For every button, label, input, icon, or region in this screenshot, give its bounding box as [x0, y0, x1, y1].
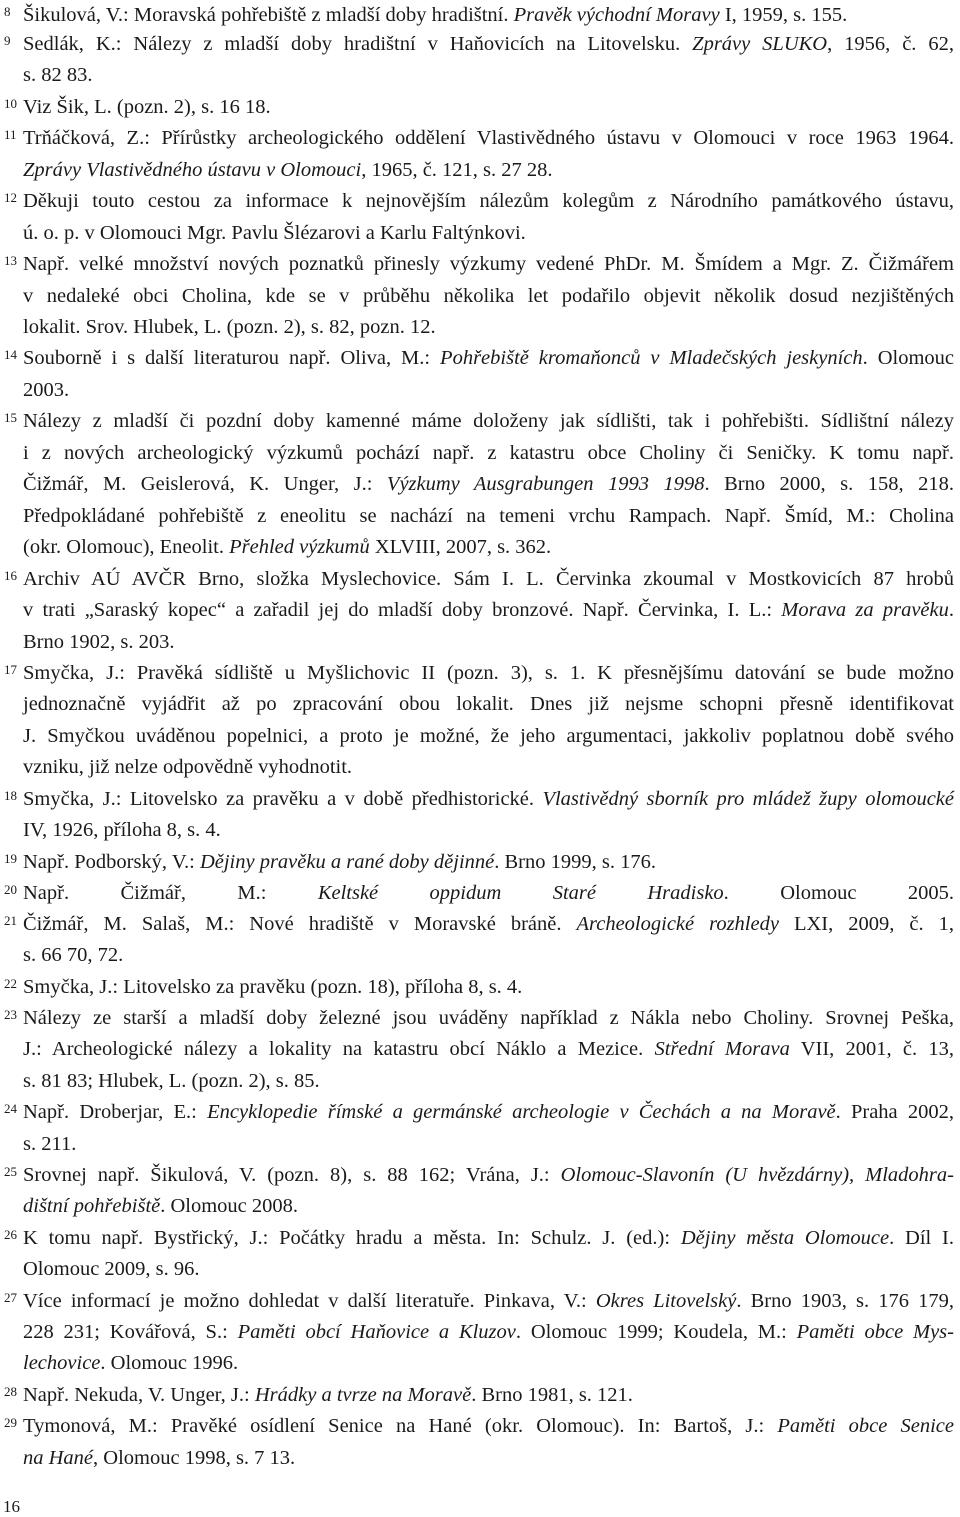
italic-title: Pohřebiště kromaňonců v Mladečských jeskyních — [440, 347, 863, 369]
italic-title: Archeologické rozhledy — [576, 913, 779, 935]
footnote-number: 27 — [4, 1290, 17, 1305]
footnote-number: 8 — [4, 4, 11, 19]
footnote-number: 21 — [4, 913, 17, 928]
footnote-line: na Hané, Olomouc 1998, s. 7 13. — [23, 1447, 296, 1469]
page-number: 16 — [3, 1497, 20, 1516]
footnote-line: Olomouc 2009, s. 96. — [23, 1258, 200, 1280]
footnote-number: 11 — [4, 127, 17, 142]
footnote-line: Děkuji touto cestou za informace k nejnovějším nálezům kolegům z Národního památkového ústavu, — [23, 190, 954, 212]
italic-title: Okres Litovelský — [595, 1290, 737, 1312]
footnote-number: 15 — [4, 410, 17, 425]
italic-title: Paměti obcí Haňovice a Kluzov — [237, 1321, 516, 1343]
italic-title: Výzkumy Ausgrabungen 1993 1998 — [386, 473, 705, 495]
footnote-line: Nálezy ze starší a mladší doby železné jsou uváděny například z Nákla nebo Choliny. Srovnej Peška, — [23, 1007, 954, 1029]
footnote-line: s. 82 83. — [23, 64, 93, 86]
footnote-line: Čižmář, M. Geislerová, K. Unger, J.: Výzkumy Ausgrabungen 1993 1998. Brno 2000, s. 158, 218. — [23, 473, 954, 495]
italic-title: Encyklopedie římské a germánské archeologie v Čechách a na Moravě — [207, 1101, 836, 1123]
footnote-line: J. Smyčkou uváděnou popelnici, a proto je možné, že jeho argumentaci, jakkoliv poplatnou době svého — [23, 725, 954, 747]
italic-title: Dějiny pravěku a rané doby dějinné — [199, 851, 495, 873]
footnote-line: s. 211. — [23, 1133, 77, 1155]
footnote-line: ú. o. p. v Olomouci Mgr. Pavlu Šlézarovi a Karlu Faltýnkovi. — [23, 222, 526, 244]
footnote-number: 19 — [4, 851, 17, 866]
italic-title: Olomouc-Slavonín (U hvězdárny), Mladohra- — [560, 1164, 954, 1186]
footnote-line: Souborně i s další literaturou např. Oliva, M.: Pohřebiště kromaňonců v Mladečských jeskyních. Olomouc — [23, 347, 955, 369]
footnote-number: 24 — [4, 1101, 17, 1116]
italic-title: Přehled výzkumů — [229, 536, 370, 558]
footnote-line: lechovice. Olomouc 1996. — [23, 1352, 239, 1374]
footnote-line: Čižmář, M. Salaš, M.: Nové hradiště v Moravské bráně. Archeologické rozhledy LXI, 2009, č. 1, — [23, 913, 954, 935]
footnote-line: Smyčka, J.: Litovelsko za pravěku a v době předhistorické. Vlastivědný sborník pro mládež župy olomoucké — [23, 788, 954, 810]
footnote-line: Smyčka, J.: Litovelsko za pravěku (pozn. 18), příloha 8, s. 4. — [23, 976, 523, 998]
italic-title: Zprávy Vlastivědného ústavu v Olomouci — [23, 159, 362, 181]
footnote-line: Např. Nekuda, V. Unger, J.: Hrádky a tvrze na Moravě. Brno 1981, s. 121. — [23, 1384, 633, 1406]
footnote-number: 16 — [4, 568, 17, 583]
footnote-line: Brno 1902, s. 203. — [23, 631, 175, 653]
italic-title: Keltské oppidum Staré Hradisko — [317, 882, 724, 904]
italic-title: Paměti obce Senice — [777, 1415, 954, 1437]
italic-title: na Hané — [23, 1447, 94, 1469]
footnote-line: i z nových archeologický výzkumů pochází např. z katastru obce Choliny či Seničky. K tomu např. — [23, 442, 954, 464]
footnote-line: Např. Podborský, V.: Dějiny pravěku a rané doby dějinné. Brno 1999, s. 176. — [23, 851, 656, 873]
footnote-number: 28 — [4, 1384, 17, 1399]
italic-title: Vlastivědný sborník pro mládež župy olomoucké — [542, 788, 954, 810]
italic-title: Hrádky a tvrze na Moravě — [254, 1384, 472, 1406]
footnote-line: dištní pohřebiště. Olomouc 2008. — [23, 1195, 299, 1217]
footnote-number: 17 — [4, 662, 17, 677]
footnote-line: Sedlák, K.: Nálezy z mladší doby hradištní v Haňovicích na Litovelsku. Zprávy SLUKO, 1956, č. 62, — [23, 33, 954, 55]
footnote-number: 18 — [4, 788, 17, 803]
footnote-line: Šikulová, V.: Moravská pohřebiště z mladší doby hradištní. Pravěk východní Moravy I, 1959, s. 155. — [23, 4, 848, 26]
italic-title: Paměti obce Mys- — [796, 1321, 954, 1343]
footnote-line: Více informací je možno dohledat v další literatuře. Pinkava, V.: Okres Litovelský. Brno 1903, s. 176 179, — [23, 1290, 955, 1312]
footnote-number: 13 — [4, 253, 17, 268]
footnote-line: Nálezy z mladší či pozdní doby kamenné máme doloženy jak sídlišti, tak i pohřebišti. Sídlištní nálezy — [23, 410, 954, 432]
footnote-line: v trati „Saraský kopec“ a zařadil jej do mladší doby bronzové. Např. Červinka, I. L.: Morava za pravěku. — [23, 599, 954, 621]
footnote-line: Srovnej např. Šikulová, V. (pozn. 8), s. 88 162; Vrána, J.: Olomouc-Slavonín (U hvězdárny), Mladohra- — [23, 1164, 954, 1186]
footnote-line: Např. Droberjar, E.: Encyklopedie římské a germánské archeologie v Čechách a na Moravě. Praha 2002, — [23, 1101, 954, 1123]
footnote-number: 23 — [4, 1007, 17, 1022]
footnote-line: lokalit. Srov. Hlubek, L. (pozn. 2), s. 82, pozn. 12. — [23, 316, 436, 338]
footnote-number: 9 — [4, 33, 11, 48]
footnote-number: 26 — [4, 1227, 17, 1242]
footnote-line: Smyčka, J.: Pravěká sídliště u Myšlichovic II (pozn. 3), s. 1. K přesnějšímu datování se bude možno — [23, 662, 954, 684]
footnote-number: 14 — [4, 347, 17, 362]
italic-title: Pravěk východní Moravy — [513, 4, 720, 26]
footnote-number: 29 — [4, 1415, 17, 1430]
footnote-line: K tomu např. Bystřický, J.: Počátky hradu a města. In: Schulz. J. (ed.): Dějiny města Olomouce. Díl I. — [23, 1227, 954, 1249]
footnote-line: Viz Šik, L. (pozn. 2), s. 16 18. — [23, 96, 271, 118]
footnote-number: 20 — [4, 882, 17, 897]
footnote-number: 12 — [4, 190, 17, 205]
italic-title: lechovice — [23, 1352, 101, 1374]
italic-title: Střední Morava — [654, 1038, 790, 1060]
footnote-line: vzniku, již nelze odpovědně vyhodnotit. — [23, 756, 353, 778]
italic-title: Zprávy SLUKO — [692, 33, 828, 55]
footnote-line: J.: Archeologické nálezy a lokality na katastru obcí Náklo a Mezice. Střední Morava VII, 2001, č. 13, — [23, 1038, 954, 1060]
footnote-line: v nedaleké obci Cholina, kde se v průběhu několika let podařilo objevit několik dosud nezjištěných — [23, 285, 954, 307]
footnote-number: 10 — [4, 96, 17, 111]
footnote-line: IV, 1926, příloha 8, s. 4. — [23, 819, 221, 841]
footnote-line: 228 231; Kovářová, S.: Paměti obcí Haňovice a Kluzov. Olomouc 1999; Koudela, M.: Paměti obce Mys- — [23, 1321, 954, 1343]
italic-title: dištní pohřebiště — [23, 1195, 161, 1217]
footnote-number: 22 — [4, 976, 17, 991]
italic-title: Morava za pravěku — [781, 599, 949, 621]
footnote-line: Předpokládané pohřebiště z eneolitu se nachází na temeni vrchu Rampach. Např. Šmíd, M.: Cholina — [23, 505, 954, 527]
footnote-line: Archiv AÚ AVČR Brno, složka Myslechovice. Sám I. L. Červinka zkoumal v Mostkovicích 87 hrobů — [23, 568, 954, 590]
italic-title: Dějiny města Olomouce — [680, 1227, 890, 1249]
footnote-line: Zprávy Vlastivědného ústavu v Olomouci, 1965, č. 121, s. 27 28. — [23, 159, 553, 181]
footnote-line: Např. velké množství nových poznatků přinesly výzkumy vedené PhDr. M. Šmídem a Mgr. Z. Čižmářem — [23, 253, 954, 275]
footnote-number: 25 — [4, 1164, 17, 1179]
footnote-line: Např. Čižmář, M.: Keltské oppidum Staré Hradisko. Olomouc 2005. — [23, 882, 955, 904]
footnote-line: jednoznačně vyjádřit až po zpracování obou lokalit. Dnes již nejsme schopni přesně identifikovat — [23, 693, 954, 715]
footnote-line: s. 81 83; Hlubek, L. (pozn. 2), s. 85. — [23, 1070, 320, 1092]
footnote-line: Trňáčková, Z.: Přírůstky archeologického oddělení Vlastivědného ústavu v Olomouci v roce 1963 1964. — [23, 127, 954, 149]
footnote-line: 2003. — [23, 379, 70, 401]
footnote-line: Tymonová, M.: Pravěké osídlení Senice na Hané (okr. Olomouc). In: Bartoš, J.: Paměti obce Senice — [23, 1415, 954, 1437]
footnote-line: s. 66 70, 72. — [23, 944, 124, 966]
footnote-line: (okr. Olomouc), Eneolit. Přehled výzkumů XLVIII, 2007, s. 362. — [23, 536, 552, 558]
